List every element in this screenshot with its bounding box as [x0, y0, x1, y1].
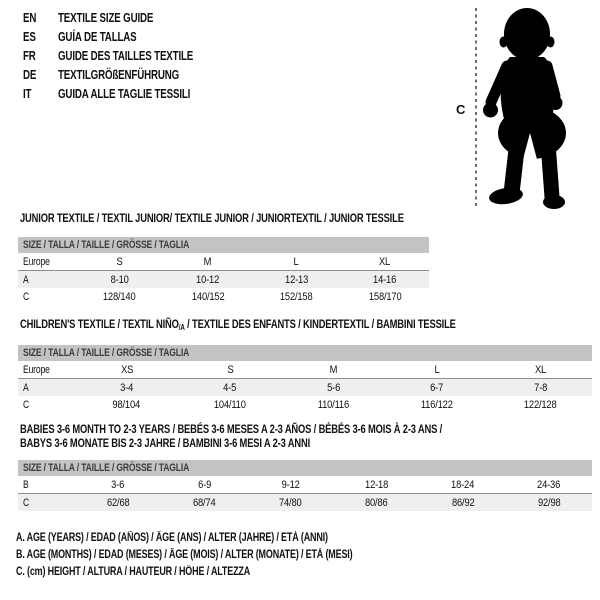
baby-silhouette-icon: [480, 3, 590, 213]
junior-section-title: JUNIOR TEXTILE / TEXTIL JUNIOR/ TEXTILE JUNIOR / JUNIORTEXTIL / JUNIOR TESSILE: [20, 211, 404, 225]
size-header-bar: SIZE / TALLA / TAILLE / GRÖSSE / TAGLIA: [18, 460, 592, 476]
language-row-en: [23, 8, 231, 27]
baby-height-figure: [440, 0, 600, 215]
guide-title-en: TEXTILE SIZE GUIDE: [58, 10, 154, 25]
table-row-height: C 62/68 68/74 74/80 80/86 86/92 92/98: [18, 494, 592, 511]
size-header-bar: SIZE / TALLA / TAILLE / GRÖSSE / TAGLIA: [18, 237, 429, 253]
guide-title-es: GUÍA DE TALLAS: [58, 29, 137, 44]
table-row-age-months: B 3-6 6-9 9-12 12-18 18-24 24-36: [18, 476, 592, 494]
language-code: FR: [23, 48, 36, 63]
table-row-age: A 8-10 10-12 12-13 14-16: [18, 271, 429, 288]
table-row-height: C 98/104 104/110 110/116 116/122 122/128: [23, 398, 557, 411]
children-size-table: [18, 345, 592, 413]
babies-size-table: [18, 460, 592, 511]
measure-legend: [16, 532, 447, 583]
size-header-bar: SIZE / TALLA / TAILLE / GRÖSSE / TAGLIA: [18, 345, 592, 361]
table-row-age: A 3-4 4-5 5-6 6-7 7-8: [18, 379, 592, 396]
babies-section-title: BABIES 3-6 MONTH TO 2-3 YEARS / BEBÉS 3-6 MESES A 2-3 AÑOS / BÉBÉS 3-6 MOIS À 2-3 ANS / BABYS 3-6 MONATE BIS 2-3 JAHRE / BAMBINI 3-6 MESI A 2-3 ANNI: [20, 422, 443, 450]
guide-title-de: TEXTILGRÖßENFÜHRUNG: [58, 67, 180, 82]
language-row-es: [23, 27, 231, 46]
children-section-title: CHILDREN'S TEXTILE / TEXTIL $NIÑO_{/A}$ / TEXTILE DES ENFANTS / KINDERTEXTIL / BAMBINI TESSILE: [20, 317, 456, 332]
height-dashed-line: [475, 8, 477, 207]
legend-height-cm: C. (cm) HEIGHT / ALTURA / HAUTEUR / HÖHE / ALTEZZA: [16, 566, 251, 578]
language-code: EN: [23, 10, 37, 25]
language-code: IT: [23, 86, 32, 101]
guide-title-fr: GUIDE DES TAILLES TEXTILE: [58, 48, 194, 63]
guide-title-it: GUIDA ALLE TAGLIE TESSILI: [58, 86, 191, 101]
height-measure-label: C: [456, 102, 466, 117]
language-code: ES: [23, 29, 36, 44]
junior-size-table: [18, 237, 429, 305]
table-row-height: C 128/140 140/152 152/158 158/170: [23, 290, 402, 303]
language-code: DE: [23, 67, 37, 82]
language-row-de: [23, 65, 231, 84]
language-row-it: [23, 84, 231, 103]
table-row-sizes: Europe XS S M L XL: [18, 361, 592, 379]
language-title-list: [23, 8, 231, 103]
table-row-sizes: Europe S M L XL: [18, 253, 429, 271]
legend-age-years: A. AGE (YEARS) / EDAD (AÑOS) / ÂGE (ANS) / ALTER (JAHRE) / ETÀ (ANNI): [16, 532, 328, 544]
language-row-fr: [23, 46, 231, 65]
legend-age-months: B. AGE (MONTHS) / EDAD (MESES) / ÂGE (MOIS) / ALTER (MONATE) / ETÀ (MESI): [16, 549, 353, 561]
